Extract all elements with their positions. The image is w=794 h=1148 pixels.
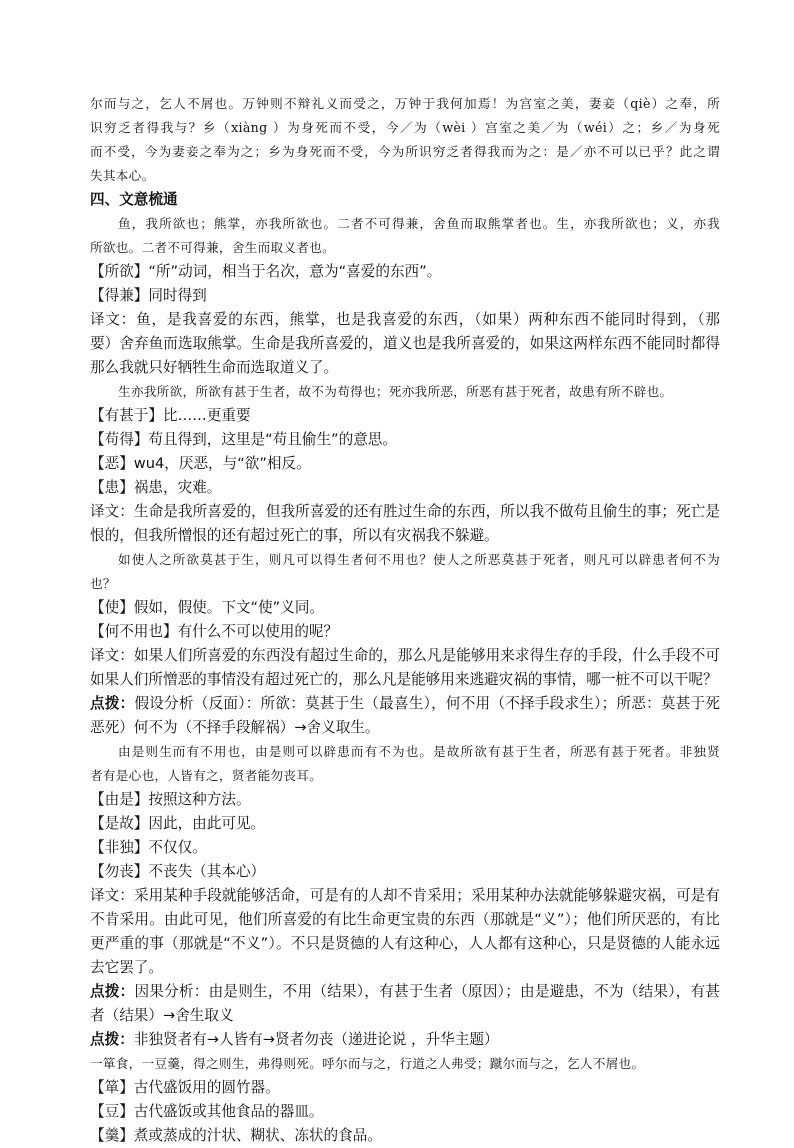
line-text: 【箪】古代盛饭用的圆竹器。 — [90, 1079, 280, 1096]
text-line — [90, 668, 720, 692]
section-heading — [90, 188, 720, 212]
hint-label: 点拨： — [90, 983, 135, 1000]
text-line — [90, 980, 720, 1004]
text-line — [90, 236, 720, 260]
text-line — [90, 548, 720, 572]
text-line — [90, 956, 720, 980]
line-text: 【何不用也】有什么不可以使用的呢？ — [90, 623, 339, 640]
line-text: 【是故】因此，由此可见。 — [90, 815, 266, 832]
text-line — [90, 1100, 720, 1124]
line-text: 恨的，但我所憎恨的还有超过死亡的事，所以有灾祸我不躲避。 — [90, 527, 499, 544]
text-line — [90, 140, 720, 164]
text-line — [90, 908, 720, 932]
line-text: 那么我就只好牺牲生命而选取道义了。 — [90, 359, 339, 376]
line-text: 译文：鱼，是我喜爱的东西，熊掌，也是我喜爱的东西，（如果）两种东西不能同时得到，（那 — [90, 311, 720, 328]
text-line — [90, 1052, 720, 1076]
line-text: 失其本心。 — [90, 168, 155, 183]
line-text: 生亦我所欲，所欲有甚于生者，故不为苟得也；死亦我所恶，所恶有甚于死者，故患有所不辟也。 — [118, 384, 673, 399]
text-line — [90, 1076, 720, 1100]
line-text: 也？ — [90, 576, 116, 591]
line-text: 者有是心也，人皆有之，贤者能勿丧耳。 — [90, 768, 323, 783]
text-line — [90, 452, 720, 476]
text-line — [90, 404, 720, 428]
text-line — [90, 596, 720, 620]
text-line — [90, 812, 720, 836]
line-text: 【由是】按照这种方法。 — [90, 791, 251, 808]
line-text: 【恶】wu4，厌恶，与“欲”相反。 — [90, 455, 311, 472]
document-body — [90, 92, 720, 1148]
text-line — [90, 356, 720, 380]
text-line — [90, 380, 720, 404]
text-line — [90, 116, 720, 140]
text-line — [90, 476, 720, 500]
text-line — [90, 428, 720, 452]
text-line — [90, 332, 720, 356]
text-line — [90, 1004, 720, 1028]
text-line — [90, 620, 720, 644]
hint-label: 点拨： — [90, 695, 135, 712]
line-text: 译文：生命是我所喜爱的，但我所喜爱的还有胜过生命的东西，所以我不做苟且偷生的事；死亡是 — [90, 503, 720, 520]
text-line — [90, 260, 720, 284]
text-line — [90, 716, 720, 740]
line-text: 要）舍弃鱼而选取熊掌。生命是我所喜爱的，道义也是我所喜爱的，如果这两样东西不能同时都得 — [90, 335, 720, 352]
line-text: 不肯采用。由此可见，他们所喜爱的有比生命更宝贵的东西（那就是“义”）；他们所厌恶的，有比 — [90, 911, 720, 928]
line-text: 尔而与之，乞人不屑也。万钟则不辩礼义而受之，万钟于我何加焉！为宫室之美，妻妾（qiè）之奉，所 — [90, 96, 720, 111]
line-text: 一箪食，一豆羹，得之则生，弗得则死。呼尔而与之，行道之人弗受；蹴尔而与之，乞人不屑也。 — [90, 1056, 645, 1071]
line-text: 假设分析（反面）：所欲：莫甚于生（最喜生），何不用（不择手段求生）；所恶：莫甚于死 — [134, 695, 720, 712]
line-text: 【有甚于】比……更重要 — [90, 407, 251, 424]
line-text: 而不受，今为妻妾之奉为之；乡为身死而不受，今为所识穷乏者得我而为之：是／亦不可以已乎？此之谓 — [90, 144, 720, 159]
text-line — [90, 884, 720, 908]
line-text: 【非独】不仅仅。 — [90, 839, 207, 856]
hint-label: 点拨： — [90, 1031, 134, 1048]
line-text: 译文：采用某种手段就能够活命，可是有的人却不肯采用；采用某种办法就能够躲避灾祸，可是有 — [90, 887, 720, 904]
text-line — [90, 860, 720, 884]
text-line — [90, 572, 720, 596]
text-line — [90, 1124, 720, 1148]
line-text: 【所欲】“所”动词，相当于名次，意为“喜爱的东西”。 — [90, 263, 442, 280]
text-line — [90, 308, 720, 332]
line-text: 因果分析：由是则生，不用（结果），有甚于生者（原因）；由是避患，不为（结果），有甚 — [134, 983, 720, 1000]
text-line — [90, 1028, 720, 1052]
line-text: 【苟得】苟且得到，这里是“苟且偷生”的意思。 — [90, 431, 397, 448]
line-text: 【患】祸患，灾难。 — [90, 479, 222, 496]
line-text: 由是则生而有不用也，由是则可以辟患而有不为也。是故所欲有甚于生者，所恶有甚于死者。非独贤 — [118, 744, 720, 759]
line-text: 所欲也。二者不可得兼，舍生而取义者也。 — [90, 240, 335, 255]
text-line — [90, 212, 720, 236]
line-text: 四、文意梳通 — [90, 191, 178, 208]
line-text: 【勿丧】不丧失（其本心） — [90, 863, 266, 880]
line-text: 鱼，我所欲也；熊掌，亦我所欲也。二者不可得兼，舍鱼而取熊掌者也。生，亦我所欲也；义，亦我 — [118, 216, 720, 231]
line-text: 识穷乏者得我与？乡（xiàng ）为身死而不受，今／为（wèi ）宫室之美／为（wéi）之；乡／为身死 — [90, 120, 720, 135]
text-line — [90, 92, 720, 116]
line-text: 者（结果）→舍生取义 — [90, 1007, 234, 1024]
text-line — [90, 836, 720, 860]
line-text: 【使】假如，假使。下文“使”义同。 — [90, 599, 325, 616]
line-text: 非独贤者有→人皆有→贤者勿丧（递进论说 ，升华主题） — [133, 1031, 499, 1048]
line-text: 更严重的事（那就是“不义”）。不只是贤德的人有这种心，人人都有这种心，只是贤德的人能永远 — [90, 935, 720, 952]
text-line — [90, 164, 720, 188]
line-text: 【羹】煮或蒸成的汁状、糊状、冻状的食品。 — [90, 1127, 382, 1144]
text-line — [90, 692, 720, 716]
line-text: 恶死）何不为（不择手段解祸）→舍义取生。 — [90, 719, 380, 736]
text-line — [90, 932, 720, 956]
line-text: 【得兼】同时得到 — [90, 287, 207, 304]
line-text: 译文：如果人们所喜爱的东西没有超过生命的，那么凡是能够用来求得生存的手段，什么手段不可 — [90, 647, 720, 664]
text-line — [90, 764, 720, 788]
text-line — [90, 500, 720, 524]
line-text: 如果人们所憎恶的事情没有超过死亡的，那么凡是能够用来逃避灾祸的事情，哪一桩不可以干呢？ — [90, 671, 718, 688]
text-line — [90, 644, 720, 668]
text-line — [90, 788, 720, 812]
line-text: 【豆】古代盛饭或其他食品的器皿。 — [90, 1103, 324, 1120]
line-text: 去它罢了。 — [90, 959, 163, 976]
text-line — [90, 524, 720, 548]
text-line — [90, 284, 720, 308]
line-text: 如使人之所欲莫甚于生，则凡可以得生者何不用也？使人之所恶莫甚于死者，则凡可以辟患者何不为 — [118, 552, 720, 567]
text-line — [90, 740, 720, 764]
